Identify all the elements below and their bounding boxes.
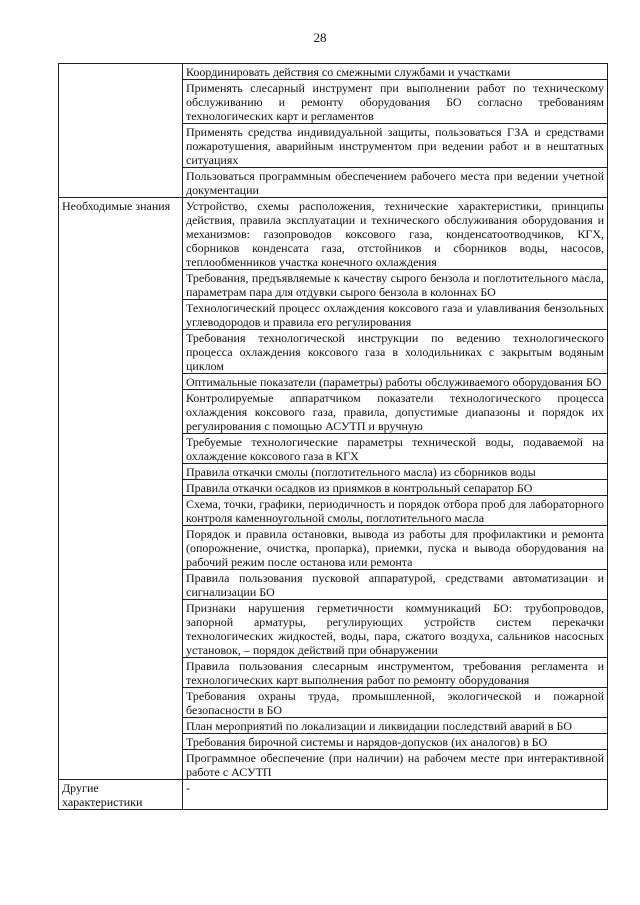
requirement-cell: Устройство, схемы расположения, технические характеристики, принципы действия, правила эксплуатации и технического обслуживания оборудования и механизмов: газопроводов коксового газа, конденсатоотводчиков, КГХ, сборников конденсата газа, отстойников и сборников воды, насосов, теплообменников участка конечного охлаждения bbox=[183, 198, 608, 270]
requirement-cell: План мероприятий по локализации и ликвидации последствий аварий в БО bbox=[183, 718, 608, 734]
table-row bbox=[59, 780, 608, 810]
requirement-cell: Пользоваться программным обеспечением рабочего места при ведении учетной документации bbox=[183, 168, 608, 198]
requirement-cell: Программное обеспечение (при наличии) на рабочем месте при интерактивной работе с АСУТП bbox=[183, 750, 608, 780]
other-characteristics-value: - bbox=[183, 780, 608, 810]
requirement-cell: Контролируемые аппаратчиком показатели технологического процесса охлаждения коксового газа, правила, допустимые диапазоны и порядок их регулирования с помощью АСУТП и вручную bbox=[183, 390, 608, 434]
requirement-cell: Порядок и правила остановки, вывода из работы для профилактики и ремонта (опорожнение, очистка, пропарка), приемки, пуска и вывода оборудования на рабочий режим после останова или ремонта bbox=[183, 526, 608, 570]
requirement-cell: Правила откачки смолы (поглотительного масла) из сборников воды bbox=[183, 464, 608, 480]
requirement-cell: Признаки нарушения герметичности коммуникаций БО: трубопроводов, запорной арматуры, регулирующих устройств систем перекачки технологических жидкостей, воды, пара, сжатого воздуха, сальников насосных установок, – порядок действий при обнаружении bbox=[183, 600, 608, 658]
requirement-cell: Правила пользования пусковой аппаратурой, средствами автоматизации и сигнализации БО bbox=[183, 570, 608, 600]
requirement-cell: Технологический процесс охлаждения коксового газа и улавливания бензольных углеводородов и правила его регулирования bbox=[183, 300, 608, 330]
requirement-cell: Требуемые технологические параметры технической воды, подаваемой на охлаждение коксового газа в КГХ bbox=[183, 434, 608, 464]
requirement-cell: Координировать действия со смежными службами и участками bbox=[183, 64, 608, 80]
requirement-cell: Применять средства индивидуальной защиты, пользоваться ГЗА и средствами пожаротушения, аварийным инструментом при ведении работ и в нештатных ситуациях bbox=[183, 124, 608, 168]
table-row bbox=[59, 198, 608, 270]
requirement-cell: Оптимальные показатели (параметры) работы обслуживаемого оборудования БО bbox=[183, 374, 608, 390]
requirement-cell: Правила откачки осадков из приямков в контрольный сепаратор БО bbox=[183, 480, 608, 496]
requirement-cell: Применять слесарный инструмент при выполнении работ по техническому обслуживанию и ремонту оборудования БО согласно требованиям технологических карт и регламентов bbox=[183, 80, 608, 124]
competency-table bbox=[58, 63, 608, 810]
requirement-cell: Требования, предъявляемые к качеству сырого бензола и поглотительного масла, параметрам пара для отдувки сырого бензола в колоннах БО bbox=[183, 270, 608, 300]
requirement-cell: Требования технологической инструкции по ведению технологического процесса охлаждения коксового газа в холодильниках с закрытым водяным циклом bbox=[183, 330, 608, 374]
requirement-cell: Схема, точки, графики, периодичность и порядок отбора проб для лабораторного контроля каменноугольной смолы, поглотительного масла bbox=[183, 496, 608, 526]
table-row bbox=[59, 64, 608, 80]
page-number: 28 bbox=[313, 30, 327, 45]
requirement-cell: Требования охраны труда, промышленной, экологической и пожарной безопасности в БО bbox=[183, 688, 608, 718]
requirement-cell: Требования бирочной системы и нарядов-допусков (их аналогов) в БО bbox=[183, 734, 608, 750]
requirement-cell: Правила пользования слесарным инструментом, требования регламента и технологических карт выполнения работ по ремонту оборудования bbox=[183, 658, 608, 688]
section-label-knowledge: Необходимые знания bbox=[59, 198, 183, 780]
section-label-other: Другие характеристики bbox=[59, 780, 183, 810]
section-label-skills bbox=[59, 64, 183, 198]
